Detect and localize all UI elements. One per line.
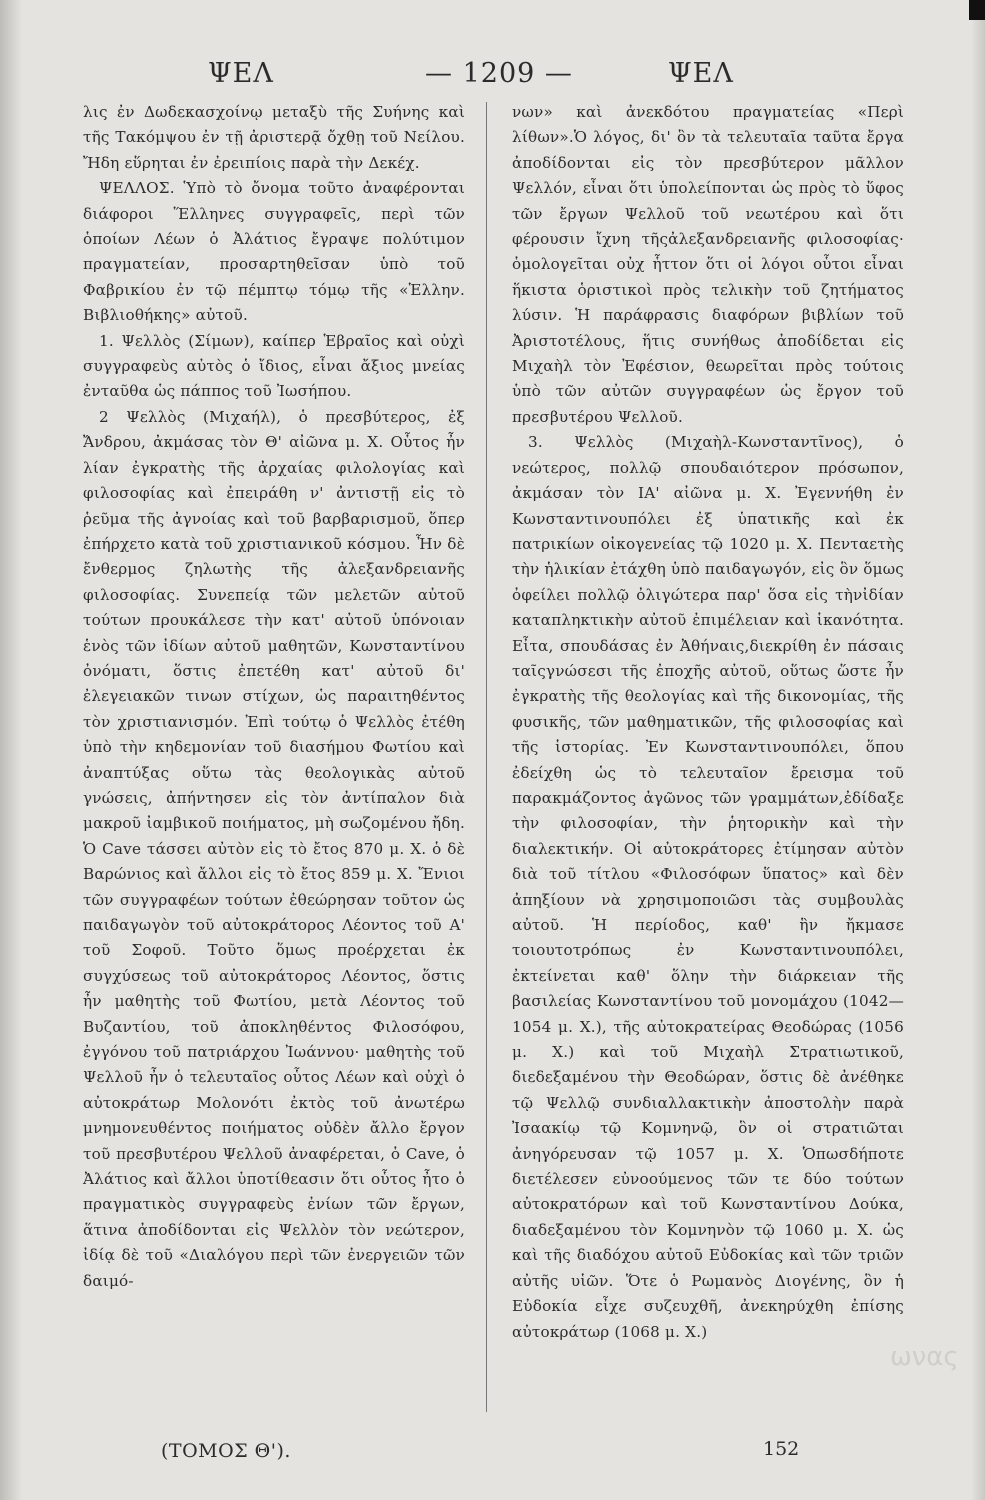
right-column: [512, 100, 904, 1430]
paragraph: 2 Ψελλὸς (Μιχαήλ), ὁ πρεσβύτερος, ἐξ Ἄνδρου, ἀκμάσας τὸν Θ' αἰῶνα μ. Χ. Οὗτος ἦν λίαν ἐγκρατὴς τῆς ἀρχαίας φιλολογίας καὶ φιλοσοφίας καὶ ἐπειράθη ν' ἀντιστῇ εἰς τὸ ῥεῦμα τῆς ἀγνοίας καὶ τοῦ βαρβαρισμοῦ, ὅπερ ἐπήρχετο κατὰ τοῦ χριστιανικοῦ κόσμου. Ἦν δὲ ἔνθερμος ζηλωτὴς τῆς ἀλεξανδρειανῆς φιλοσοφίας. Συνεπείᾳ τῶν μελετῶν αὐτοῦ τούτων προυκάλεσε τὴν κατ' αὐτοῦ ὑπόνοιαν ἑνὸς τῶν ἰδίων αὐτοῦ μαθητῶν, Κωνσταντίνου ὀνόματι, ὅστις ἐπετέθη κατ' αὐτοῦ δι' ἐλεγειακῶν τινων στίχων, ὡς παραιτηθέντος τὸν χριστιανισμόν. Ἐπὶ τούτῳ ὁ Ψελλὸς ἐτέθη ὑπὸ τὴν κηδεμονίαν τοῦ διασήμου Φωτίου καὶ ἀναπτύξας οὕτω τὰς θεολογικὰς αὐτοῦ γνώσεις, ἀπήντησεν εἰς τὸν ἀντίπαλον διὰ μακροῦ ἰαμβικοῦ ποιήματος, μὴ σωζομένου ἤδη. Ὁ Cave τάσσει αὐτὸν εἰς τὸ ἔτος 870 μ. Χ. ὁ δὲ Βαρώνιος καὶ ἄλλοι εἰς τὸ ἔτος 859 μ. Χ. Ἔνιοι τῶν συγγραφέων τούτων ἐθεώρησαν τοῦτον ὡς παιδαγωγὸν τοῦ αὐτοκράτορος Λέοντος τοῦ Α' τοῦ Σοφοῦ. Τοῦτο ὅμως προέρχεται ἐκ συγχύσεως τοῦ αὐτοκράτορος Λέοντος, ὅστις ἦν μαθητὴς τοῦ Φωτίου, μετὰ Λέοντος τοῦ Βυζαντίου, τοῦ ἀποκληθέντος Φιλοσόφου, ἐγγόνου τοῦ πατριάρχου Ἰωάννου· μαθητὴς τοῦ Ψελλοῦ ἦν ὁ τελευταῖος οὗτος Λέων καὶ οὐχὶ ὁ αὐτοκράτωρ Μολονότι ἐκτὸς τοῦ ἀνωτέρω μνημονευθέντος ποιήματος οὐδὲν ἄλλο ἔργον τοῦ πρεσβυτέρου Ψελλοῦ ἀναφέρεται, ὁ Cave, ὁ Ἀλάτιος καὶ ἄλλοι ὑποτίθεασιν ὅτι οὗτος ἦτο ὁ πραγματικὸς συγγραφεὺς ἐνίων τῶν ἔργων, ἅτινα ἀποδίδονται εἰς Ψελλὸν τὸν νεώτερον, ἰδίᾳ δὲ τοῦ «Διαλόγου περὶ τῶν ἐνεργειῶν τῶν δαιμό-: [83, 407, 465, 1290]
bleed-through-text: ωνας: [890, 1342, 959, 1372]
signature-mark: 152: [763, 1438, 800, 1460]
paragraph: ΨΕΛΛΟΣ. Ὑπὸ τὸ ὄνομα τοῦτο ἀναφέρονται διάφοροι Ἕλληνες συγγραφεῖς, περὶ τῶν ὁποίων Λέων ὁ Ἀλάτιος ἔγραψε πολύτιμον πραγματείαν, προσαρτηθεῖσαν ὑπὸ τοῦ Φαβρικίου ἐν τῷ πέμπτῳ τόμῳ τῆς «Ἑλλην. Βιβλιοθήκης» αὐτοῦ.: [83, 179, 465, 325]
header-right-keyword: ΨΕΛ: [668, 58, 734, 89]
volume-label: (ΤΟΜΟΣ Θ').: [161, 1440, 291, 1462]
paragraph: 3. Ψελλὸς (Μιχαὴλ-Κωνσταντῖνος), ὁ νεώτερος, πολλῷ σπουδαιότερον πρόσωπον, ἀκμάσαν τὸν ΙΑ' αἰῶνα μ. Χ. Ἐγεννήθη ἐν Κωνσταντινουπόλει ἐξ ὑπατικῆς καὶ ἐκ πατρικίων οἰκογενείας τῷ 1020 μ. Χ. Πενταετὴς τὴν ἡλικίαν ἐτάχθη ὑπὸ παιδαγωγόν, εἰς ὃν ὅμως ὀφείλει πολλῷ ὀλιγώτερα παρ' ὅσα εἰς τὴνἰδίαν καταπληκτικὴν αὐτοῦ ἐπιμέλειαν καὶ ἱκανότητα. Εἶτα, σπουδάσας ἐν Ἀθήναις,διεκρίθη ἐν πάσαις ταῖςγνώσεσι τῆς ἐποχῆς αὐτοῦ, οὕτως ὥστε ἦν ἐγκρατὴς τῆς θεολογίας καὶ τῆς δικονομίας, τῆς φυσικῆς, τῶν μαθηματικῶν, τῆς φιλοσοφίας καὶ τῆς ἱστορίας. Ἐν Κωνσταντινουπόλει, ὅπου ἐδείχθη ὡς τὸ τελευταῖον ἔρεισμα τοῦ παρακμάζοντος ἀγῶνος τῶν γραμμάτων,ἐδίδαξε τὴν φιλοσοφίαν, τὴν ῥητορικὴν καὶ τὴν διαλεκτικήν. Οἱ αὐτοκράτορες ἐτίμησαν αὐτὸν διὰ τοῦ τίτλου «Φιλοσόφων ὕπατος» καὶ δὲν ἀπηξίουν νὰ χρησιμοποιῶσι τὰς συμβουλὰς αὐτοῦ. Ἡ περίοδος, καθ' ἣν ἤκμασε τοιουτοτρόπως ἐν Κωνσταντινουπόλει, ἐκτείνεται καθ' ὅλην τὴν διάρκειαν τῆς βασιλείας Κωνσταντίνου τοῦ μονομάχου (1042—1054 μ. Χ.), τῆς αὐτοκρατείρας Θεοδώρας (1056 μ. Χ.) καὶ τοῦ Μιχαὴλ Στρατιωτικοῦ, διεδεξαμένου τὴν Θεοδώραν, ὅστις δὲ ἀνέθηκε τῷ Ψελλῷ συνδιαλλακτικὴν ἀποστολὴν παρὰ Ἰσαακίῳ τῷ Κομνηνῷ, ὃν οἱ στρατιῶται ἀνηγόρευσαν τῷ 1057 μ. Χ. Ὁπωσδήποτε διετέλεσεν εὐνοούμενος τῶν τε δύο τούτων αὐτοκρατόρων καὶ τοῦ Κωνσταντίνου Δούκα, διαδεξαμένου τὸν Κομνηνὸν τῷ 1060 μ. Χ. ὡς καὶ τῆς διαδόχου αὐτοῦ Εὐδοκίας καὶ τῶν τριῶν αὐτῆς υἱῶν. Ὅτε ὁ Ρωμανὸς Διογένης, ὃν ἡ Εὐδοκία εἶχε συζευχθῆ, ἀνεκηρύχθη ἐπίσης αὐτοκράτωρ (1068 μ. Χ.): [512, 433, 904, 1341]
page-right-shadow: [971, 0, 985, 1500]
page-left-shadow: [0, 0, 22, 1500]
page-number: — 1209 —: [425, 58, 573, 89]
paragraph: νων» καὶ ἀνεκδότου πραγματείας «Περὶ λίθων».Ὁ λόγος, δι' ὃν τὰ τελευταῖα ταῦτα ἔργα ἀποδίδονται εἰς τὸν πρεσβύτερον μᾶλλον Ψελλόν, εἶναι ὅτι ὑπολείπονται ὡς πρὸς τὸ ὕφος τῶν ἔργων Ψελλοῦ τοῦ νεωτέρου καὶ ὅτι φέρουσιν ἴχνη τῆςἀλεξανδρειανῆς φιλοσοφίας· ὁμολογεῖται οὐχ ἧττον ὅτι οἱ λόγοι οὗτοι εἶναι ἥκιστα ὁριστικοὶ πρὸς τελικὴν τοῦ ζητήματος λύσιν. Ἡ παράφρασις διαφόρων βιβλίων τοῦ Ἀριστοτέλους, ἥτις συνήθως ἀποδίδεται εἰς Μιχαὴλ τὸν Ἐφέσιον, θεωρεῖται πρὸς τούτοις ὑπὸ τῶν αὐτῶν συγγραφέων ὡς ἔργον τοῦ πρεσβυτέρου Ψελλοῦ.: [512, 103, 904, 426]
header-left-keyword: ΨΕΛ: [208, 58, 274, 89]
paragraph: λις ἐν Δωδεκασχοίνῳ μεταξὺ τῆς Συήνης καὶ τῆς Τακόμψου ἐν τῇ ἀριστερᾷ ὄχθῃ τοῦ Νείλου. Ἤδη εὕρηται ἐν ἐρειπίοις παρὰ τὴν Δεκέχ.: [83, 103, 465, 172]
paragraph: 1. Ψελλὸς (Σίμων), καίπερ Ἑβραῖος καὶ οὐχὶ συγγραφεὺς αὐτὸς ὁ ἴδιος, εἶναι ἄξιος μνείας ἐνταῦθα ὡς πάππος τοῦ Ἰωσήπου.: [83, 331, 465, 401]
running-header: [0, 58, 985, 98]
left-column: [83, 100, 465, 1430]
column-divider: [486, 102, 487, 1412]
scan-corner: [969, 0, 985, 20]
